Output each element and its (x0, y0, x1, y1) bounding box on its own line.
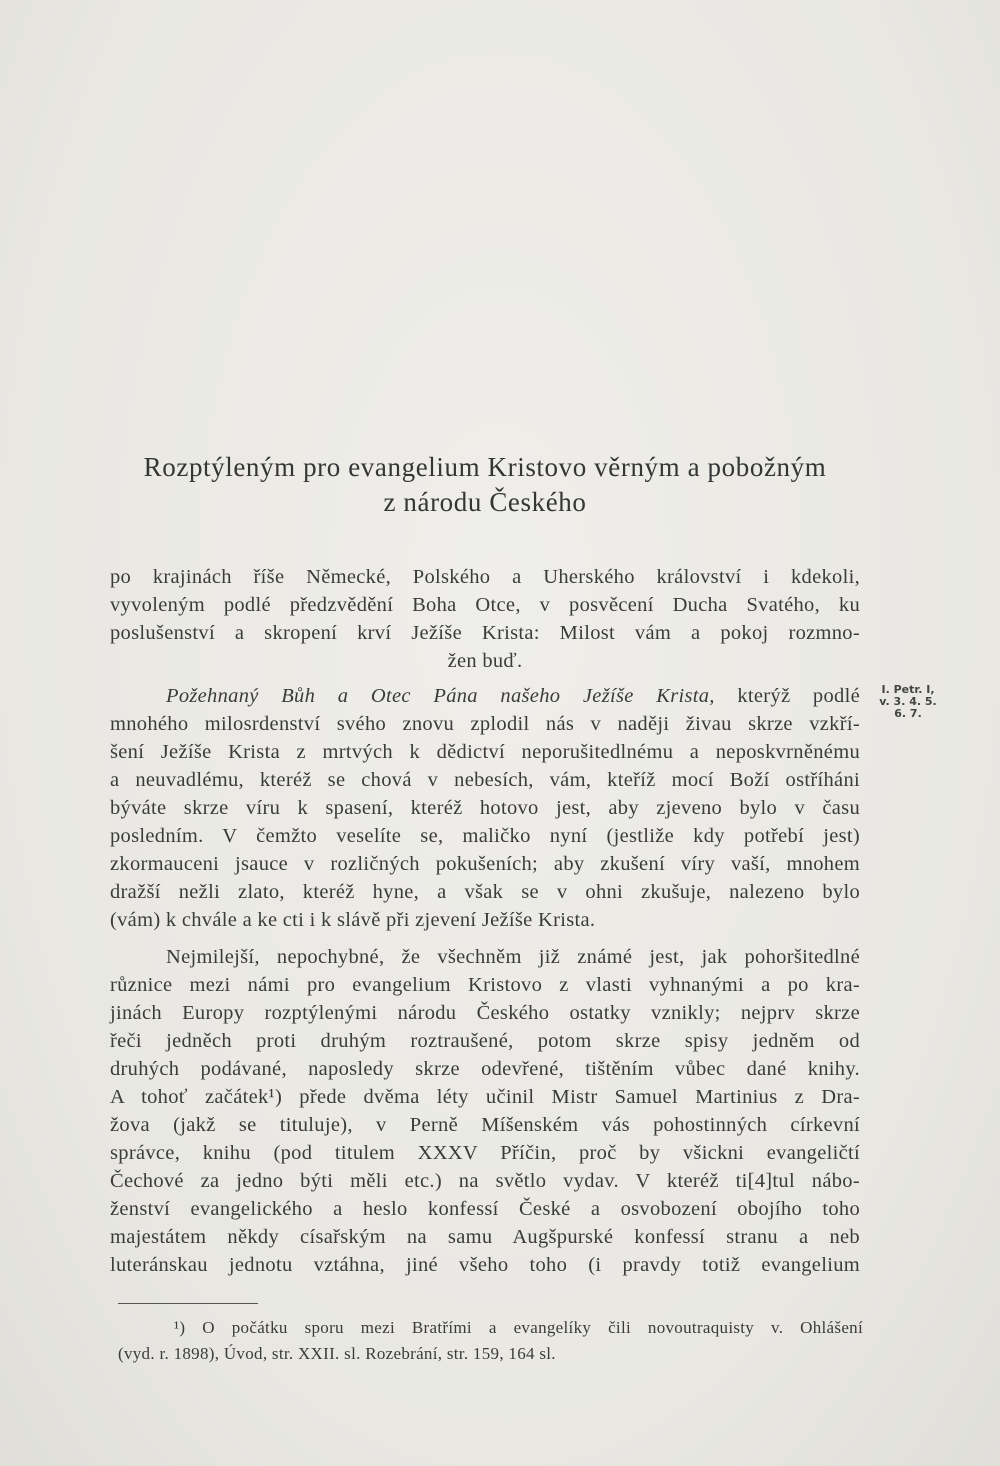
body-line: řeči jedněch proti druhým roztraušené, potom skrze spisy jedněm od (110, 1030, 860, 1052)
footnote-rule (118, 1303, 258, 1304)
intro-line: vyvoleným podlé předzvědění Boha Otce, v posvěcení Ducha Svatého, ku (110, 594, 860, 616)
margin-reference-line: v. 3. 4. 5. (879, 695, 937, 708)
heading-line-2: z národu Českého (383, 487, 587, 517)
quote-line: zkormauceni jsauce v rozličných pokušeních; aby zkušení víry vaší, mnohem (110, 853, 860, 875)
quote-line: posledním. V čemžto veselíte se, maličko nyní (jestliže kdy potřebí jest) (110, 825, 860, 847)
body-line: A tohoť začátek¹) přede dvěma léty učinil Mistr Samuel Martinius z Dra- (110, 1086, 860, 1108)
quote-line: (vám) k chvále a ke cti i k slávě při zjevení Ježíše Krista. (110, 909, 596, 931)
footnote-line (118, 1318, 863, 1338)
body-first-text: Nejmilejší, nepochybné, že všechněm již známé jest, jak pohoršitedlné (166, 946, 860, 968)
body-line: majestátem někdy císařským na samu Augšpurské konfessí stranu a neb (110, 1226, 860, 1248)
body-line: luteránskau jednotu vztáhna, jiné všeho toho (i pravdy totiž evangelium (110, 1254, 860, 1276)
quote-line: býváte skrze víru k spasení, kteréž hotovo jest, aby zjeveno bylo v času (110, 797, 860, 819)
intro-line: po krajinách říše Německé, Polského a Uherského království i kdekoli, (110, 566, 860, 588)
body-line: Čechové za jedno býti měli etc.) na světlo vydav. V kteréž ti[4]tul nábo- (110, 1170, 860, 1192)
margin-reference-line: I. Petr. I, (881, 683, 935, 696)
body-line: ženství evangelického a heslo konfessí České a osvobození obojího toho (110, 1198, 860, 1220)
quote-line: šení Ježíše Krista z mrtvých k dědictví neporušitedlnému a neposkvrněnému (110, 741, 860, 763)
quote-line: dražší nežli zlato, kteréž hyne, a však se v ohni zkušuje, nalezeno bylo (110, 881, 860, 903)
quote-italic: Požehnaný Bůh a Otec Pána našeho Ježíše Krista, (166, 685, 715, 707)
quote-line: a neuvadlému, kteréž se chová v nebesích, vám, kteříž mocí Boží ostříháni (110, 769, 860, 791)
body-line: jinách Europy rozptýlenými národu Českého ostatky vznikly; nejprv skrze (110, 1002, 860, 1024)
quote-line: mnohého milosrdenství svého znovu zplodil nás v naději živau skrze vzkří- (110, 713, 860, 735)
body-line: správce, knihu (pod titulem XXXV Příčin, proč by všickni evangeličtí (110, 1142, 860, 1164)
body-line: žova (jakž se tituluje), v Perně Míšenském vás pohostinných církevní (110, 1114, 860, 1136)
body-line: druhých podávané, naposledy skrze odevřené, tištěním vůbec dané knihy. (110, 1058, 860, 1080)
intro-line: poslušenství a skropení krví Ježíše Krista: Milost vám a pokoj rozmno- (110, 622, 860, 644)
margin-reference (868, 684, 948, 720)
footnote-line: (vyd. r. 1898), Úvod, str. XXII. sl. Rozebrání, str. 159, 164 sl. (118, 1344, 556, 1363)
quote-line (110, 685, 860, 708)
margin-reference-line: 6. 7. (894, 707, 922, 720)
body-line: různice mezi námi pro evangelium Kristovo z vlasti vyhnanými a po kra- (110, 974, 860, 996)
intro-line: žen buď. (447, 650, 523, 672)
footnote-first-text: ¹) O počátku sporu mezi Bratřími a evangelíky čili novoutraquisty v. Ohlášení (174, 1318, 863, 1337)
body-line (110, 946, 860, 969)
quote-rest: kterýž podlé (737, 685, 860, 707)
heading-line-1: Rozptýleným pro evangelium Kristovo věrným a pobožným (143, 452, 827, 482)
